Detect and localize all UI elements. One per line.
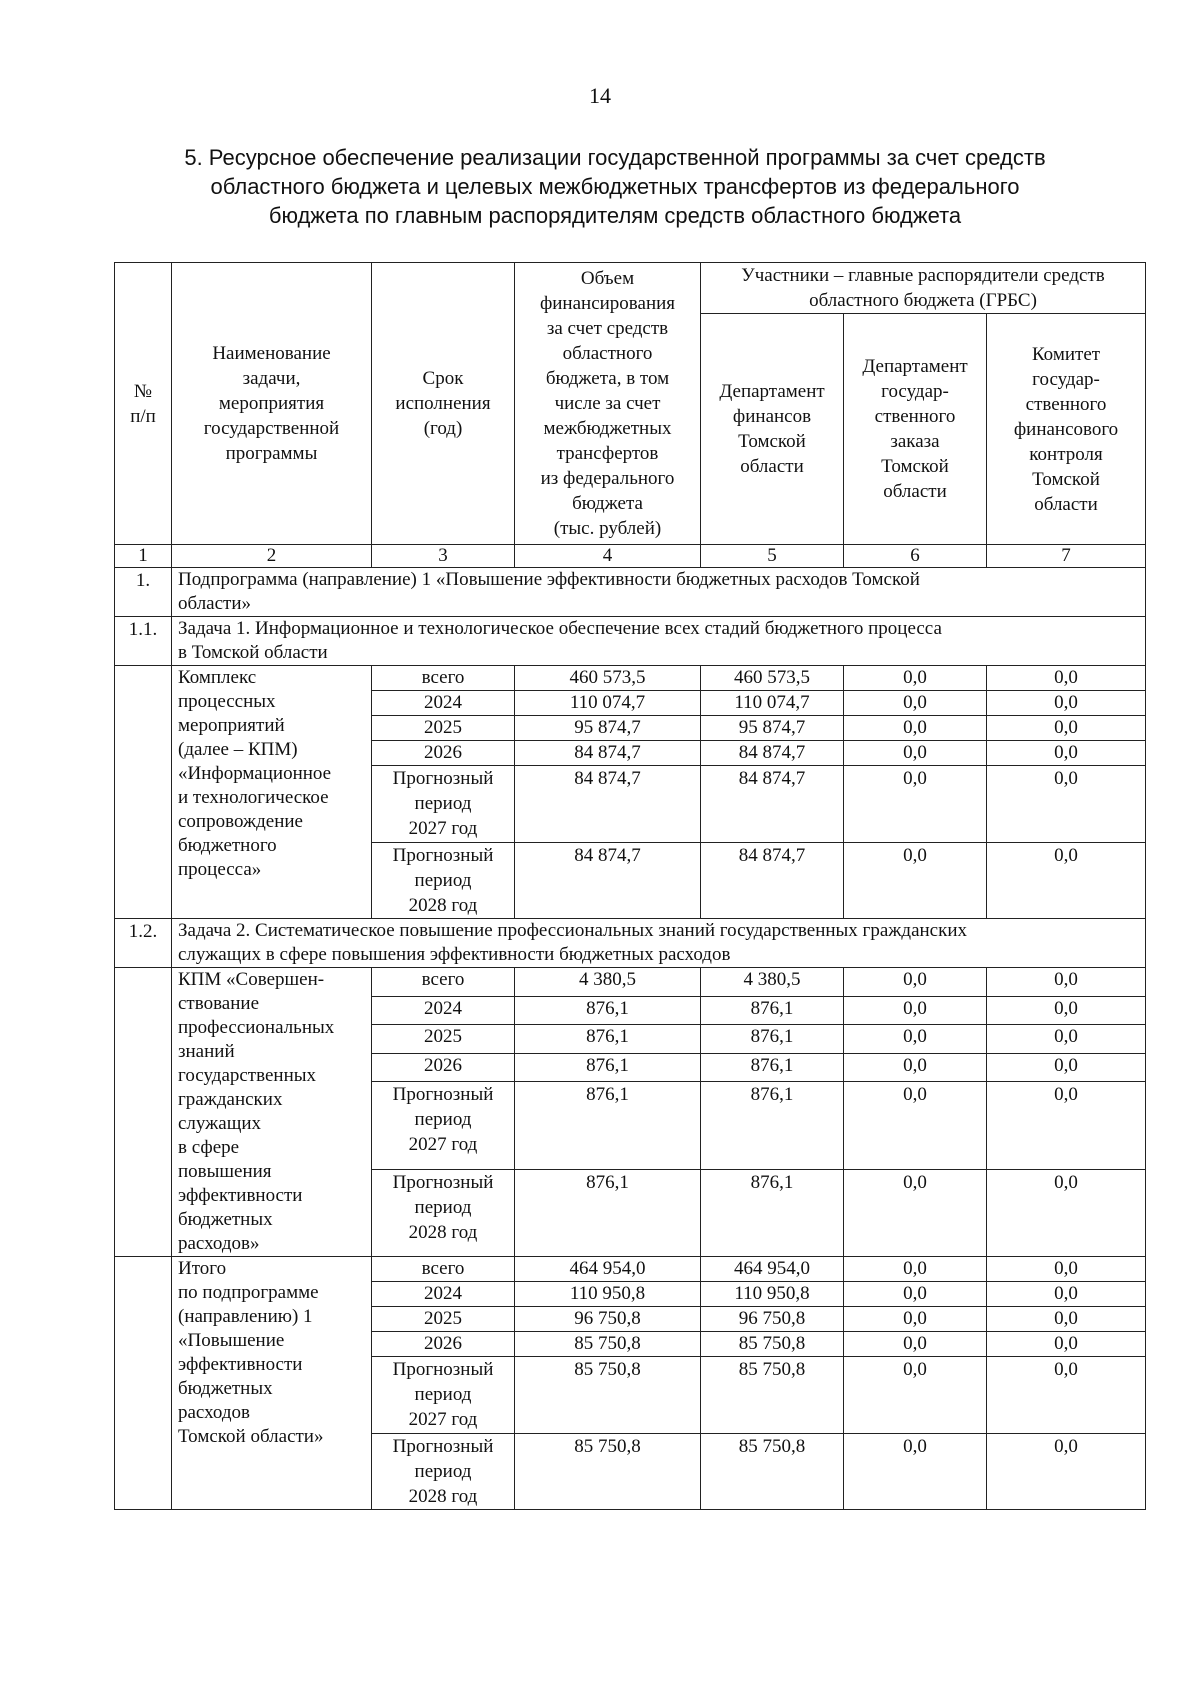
text-line: областного xyxy=(562,343,653,364)
dept-finance-value: 84 874,7 xyxy=(701,741,844,766)
text-line: Прогнозный xyxy=(392,1436,494,1457)
header-dept-finance xyxy=(701,314,844,545)
text-line: финансирования xyxy=(539,293,676,314)
header-term xyxy=(372,263,515,545)
header-num xyxy=(115,263,172,545)
period-cell xyxy=(372,1282,515,1307)
dept-finance-value: 95 874,7 xyxy=(701,716,844,741)
text-line: задачи, xyxy=(242,368,301,389)
text-line: ственного xyxy=(874,406,956,427)
text-line: Объем xyxy=(580,268,635,289)
text-line: Комитет xyxy=(1031,343,1101,365)
period-cell xyxy=(372,1170,515,1257)
volume-total: 85 750,8 xyxy=(515,1434,701,1510)
committee-value: 0,0 xyxy=(987,843,1146,919)
text-line: в сфере xyxy=(178,1137,240,1158)
text-line: процессных xyxy=(178,691,276,712)
volume-total: 84 874,7 xyxy=(515,843,701,919)
dept-finance-value: 85 750,8 xyxy=(701,1332,844,1357)
text-line: 2027 год xyxy=(408,818,478,839)
dept-order-value: 0,0 xyxy=(844,1357,987,1434)
volume-total: 460 573,5 xyxy=(515,666,701,691)
period-cell xyxy=(372,1357,515,1434)
text-line: знаний xyxy=(178,1041,235,1062)
period-cell xyxy=(372,1257,515,1282)
text-line: Срок xyxy=(422,368,464,389)
committee-value: 0,0 xyxy=(987,1082,1146,1170)
dept-finance-value: 876,1 xyxy=(701,1082,844,1170)
header-committee xyxy=(987,314,1146,545)
text-line: Томской xyxy=(881,456,949,477)
text-line: государ- xyxy=(881,381,949,402)
text-line: Подпрограмма (направление) 1 «Повышение эффективности бюджетных расходов Томской xyxy=(178,569,920,590)
committee-value: 0,0 xyxy=(987,1357,1146,1434)
volume-total: 876,1 xyxy=(515,1082,701,1170)
period-cell xyxy=(372,766,515,843)
volume-total: 85 750,8 xyxy=(515,1332,701,1357)
text-line: 2028 год xyxy=(408,1486,478,1507)
text-line: эффективности xyxy=(178,1185,303,1206)
volume-total: 876,1 xyxy=(515,1025,701,1054)
text-line: Итого xyxy=(178,1258,227,1279)
dept-finance-value: 84 874,7 xyxy=(701,766,844,843)
text-line: из федерального xyxy=(540,468,675,489)
committee-value: 0,0 xyxy=(987,1257,1146,1282)
task-num: 1.1. xyxy=(115,617,172,666)
dept-order-value: 0,0 xyxy=(844,843,987,919)
dept-finance-value: 85 750,8 xyxy=(701,1357,844,1434)
text-line: 2027 год xyxy=(408,1409,478,1430)
text-line: период xyxy=(414,870,472,891)
dept-order-value: 0,0 xyxy=(844,691,987,716)
text-line: мероприятия xyxy=(218,393,325,414)
title-line: областного бюджета и целевых межбюджетных трансфертов из федерального xyxy=(210,174,1020,199)
table-row xyxy=(115,666,1146,691)
text-line: заказа xyxy=(890,431,940,452)
dept-order-value: 0,0 xyxy=(844,1082,987,1170)
text-line: Прогнозный xyxy=(392,1172,494,1194)
header-participants xyxy=(701,263,1146,314)
volume-total: 876,1 xyxy=(515,1170,701,1257)
period-cell xyxy=(372,716,515,741)
text-line: 2028 год xyxy=(408,895,478,916)
text-line: период xyxy=(414,793,472,814)
text-line: профессиональных xyxy=(178,1017,335,1038)
text-line: сопровождение xyxy=(178,811,303,832)
col-number: 7 xyxy=(987,545,1146,568)
text-line: период xyxy=(414,1197,472,1219)
text-line: 2024 xyxy=(424,1283,462,1304)
dept-order-value: 0,0 xyxy=(844,1332,987,1357)
committee-value: 0,0 xyxy=(987,1053,1146,1082)
dept-finance-value: 85 750,8 xyxy=(701,1434,844,1510)
text-line: всего xyxy=(421,667,465,688)
text-line: мероприятий xyxy=(178,715,285,736)
text-line: 2025 xyxy=(424,1308,462,1329)
col-number: 5 xyxy=(701,545,844,568)
volume-total: 84 874,7 xyxy=(515,766,701,843)
dept-finance-value: 460 573,5 xyxy=(701,666,844,691)
dept-order-value: 0,0 xyxy=(844,1025,987,1054)
text-line: 2025 xyxy=(424,1026,462,1048)
dept-finance-value: 110 950,8 xyxy=(701,1282,844,1307)
committee-value: 0,0 xyxy=(987,741,1146,766)
financing-table xyxy=(114,262,1146,1510)
dept-order-value: 0,0 xyxy=(844,1282,987,1307)
dept-order-value: 0,0 xyxy=(844,1257,987,1282)
text-line: бюджетного xyxy=(178,835,277,856)
period-cell xyxy=(372,691,515,716)
period-cell xyxy=(372,1332,515,1357)
title-line: 5. Ресурсное обеспечение реализации государственной программы за счет средств xyxy=(184,145,1046,170)
dept-finance-value: 96 750,8 xyxy=(701,1307,844,1332)
text-line: период xyxy=(414,1109,472,1131)
volume-total: 96 750,8 xyxy=(515,1307,701,1332)
col-number: 1 xyxy=(115,545,172,568)
dept-finance-value: 876,1 xyxy=(701,996,844,1025)
text-line: контроля xyxy=(1029,443,1103,465)
section-num: 1. xyxy=(115,568,172,617)
committee-value: 0,0 xyxy=(987,1282,1146,1307)
text-line: 2026 xyxy=(424,742,462,763)
text-line: области xyxy=(1034,493,1098,515)
volume-total: 876,1 xyxy=(515,1053,701,1082)
text-line: (направлению) 1 xyxy=(178,1306,313,1327)
dept-finance-value: 84 874,7 xyxy=(701,843,844,919)
text-line: всего xyxy=(421,969,465,990)
text-line: период xyxy=(414,1384,472,1405)
text-line: бюджетных xyxy=(178,1378,273,1399)
committee-value: 0,0 xyxy=(987,1307,1146,1332)
text-line: Департамент xyxy=(862,356,968,377)
dept-order-value: 0,0 xyxy=(844,1053,987,1082)
dept-finance-value: 464 954,0 xyxy=(701,1257,844,1282)
text-line: области xyxy=(740,456,804,477)
page-title xyxy=(150,143,1080,230)
text-line: ствование xyxy=(178,993,260,1014)
period-cell xyxy=(372,1307,515,1332)
text-line: Наименование xyxy=(212,343,331,364)
text-line: всего xyxy=(421,1258,465,1279)
text-line: (год) xyxy=(423,418,463,439)
dept-order-value: 0,0 xyxy=(844,766,987,843)
committee-value: 0,0 xyxy=(987,1332,1146,1357)
text-line: 2025 xyxy=(424,717,462,738)
task-title xyxy=(172,617,1146,666)
text-line: государ- xyxy=(1032,368,1100,390)
period-cell xyxy=(372,996,515,1025)
text-line: государственной xyxy=(203,418,340,439)
dept-order-value: 0,0 xyxy=(844,716,987,741)
volume-total: 110 950,8 xyxy=(515,1282,701,1307)
header-volume xyxy=(515,263,701,545)
activity-name xyxy=(172,666,372,919)
text-line: Участники – главные распорядители средств xyxy=(741,265,1105,286)
volume-total: 84 874,7 xyxy=(515,741,701,766)
dept-order-value: 0,0 xyxy=(844,996,987,1025)
text-line: числе за счет xyxy=(554,393,661,414)
text-line: служащих в сфере повышения эффективности бюджетных расходов xyxy=(178,944,731,965)
text-line: Департамент xyxy=(719,381,825,402)
period-cell xyxy=(372,1434,515,1510)
text-line: (тыс. рублей) xyxy=(553,518,662,539)
committee-value: 0,0 xyxy=(987,1434,1146,1510)
text-line: «Информационное xyxy=(178,763,332,784)
text-line: финансового xyxy=(1013,418,1119,440)
text-line: период xyxy=(414,1461,472,1482)
dept-order-value: 0,0 xyxy=(844,968,987,997)
text-line: Комплекс xyxy=(178,667,257,688)
table-row xyxy=(115,1257,1146,1282)
text-line: № xyxy=(133,380,153,402)
text-line: КПМ «Совершен- xyxy=(178,969,325,990)
text-line: 2024 xyxy=(424,692,462,713)
page-number: 14 xyxy=(589,83,611,108)
text-line: областного бюджета (ГРБС) xyxy=(809,290,1037,311)
text-line: Прогнозный xyxy=(392,1084,494,1106)
text-line: Задача 2. Систематическое повышение профессиональных знаний государственных гражданских xyxy=(178,920,968,941)
committee-value: 0,0 xyxy=(987,766,1146,843)
volume-total: 464 954,0 xyxy=(515,1257,701,1282)
text-line: области xyxy=(883,481,947,502)
empty-cell xyxy=(115,666,172,919)
empty-cell xyxy=(115,1257,172,1510)
text-line: Томской области» xyxy=(178,1426,324,1447)
dept-finance-value: 4 380,5 xyxy=(701,968,844,997)
text-line: 2026 xyxy=(424,1054,462,1076)
text-line: бюджетных xyxy=(178,1209,273,1230)
task-title xyxy=(172,919,1146,968)
empty-cell xyxy=(115,968,172,1257)
text-line: Томской xyxy=(1032,468,1100,490)
text-line: исполнения xyxy=(395,393,491,414)
text-line: (далее – КПМ) xyxy=(178,739,298,760)
text-line: 2024 xyxy=(424,997,462,1019)
period-cell xyxy=(372,741,515,766)
text-line: за счет средств xyxy=(546,318,669,339)
committee-value: 0,0 xyxy=(987,996,1146,1025)
text-line: «Повышение xyxy=(178,1330,285,1351)
volume-total: 876,1 xyxy=(515,996,701,1025)
text-line: по подпрограмме xyxy=(178,1282,319,1303)
col-number: 3 xyxy=(372,545,515,568)
text-line: расходов» xyxy=(178,1233,260,1254)
dept-finance-value: 110 074,7 xyxy=(701,691,844,716)
col-number: 2 xyxy=(172,545,372,568)
title-line: бюджета по главным распорядителям средств областного бюджета xyxy=(268,203,962,228)
section-title xyxy=(172,568,1146,617)
dept-order-value: 0,0 xyxy=(844,1170,987,1257)
committee-value: 0,0 xyxy=(987,666,1146,691)
text-line: эффективности xyxy=(178,1354,303,1375)
text-line: межбюджетных xyxy=(543,418,672,439)
text-line: и технологическое xyxy=(178,787,329,808)
volume-total: 85 750,8 xyxy=(515,1357,701,1434)
dept-finance-value: 876,1 xyxy=(701,1170,844,1257)
period-cell xyxy=(372,968,515,997)
dept-order-value: 0,0 xyxy=(844,666,987,691)
text-line: трансфертов xyxy=(556,443,659,464)
committee-value: 0,0 xyxy=(987,716,1146,741)
text-line: служащих xyxy=(178,1113,262,1134)
text-line: процесса» xyxy=(178,859,262,880)
text-line: государственных xyxy=(178,1065,317,1086)
header-dept-order xyxy=(844,314,987,545)
text-line: 2027 год xyxy=(408,1134,478,1156)
task-num: 1.2. xyxy=(115,919,172,968)
header-name xyxy=(172,263,372,545)
dept-order-value: 0,0 xyxy=(844,741,987,766)
volume-total: 95 874,7 xyxy=(515,716,701,741)
dept-finance-value: 876,1 xyxy=(701,1025,844,1054)
committee-value: 0,0 xyxy=(987,1170,1146,1257)
text-line: Задача 1. Информационное и технологическое обеспечение всех стадий бюджетного процесса xyxy=(178,618,942,639)
col-number: 6 xyxy=(844,545,987,568)
text-line: Прогнозный xyxy=(392,768,494,789)
text-line: Прогнозный xyxy=(392,845,494,866)
text-line: бюджета xyxy=(572,493,643,514)
dept-order-value: 0,0 xyxy=(844,1434,987,1510)
dept-finance-value: 876,1 xyxy=(701,1053,844,1082)
volume-total: 4 380,5 xyxy=(515,968,701,997)
period-cell xyxy=(372,1053,515,1082)
committee-value: 0,0 xyxy=(987,1025,1146,1054)
activity-name xyxy=(172,968,372,1257)
period-cell xyxy=(372,666,515,691)
table-row xyxy=(115,968,1146,997)
text-line: 2028 год xyxy=(408,1222,478,1244)
text-line: в Томской области xyxy=(178,642,328,663)
period-cell xyxy=(372,843,515,919)
text-line: бюджета, в том xyxy=(545,368,670,389)
total-name xyxy=(172,1257,372,1510)
text-line: ственного xyxy=(1025,393,1107,415)
text-line: повышения xyxy=(178,1161,272,1182)
text-line: расходов xyxy=(178,1402,250,1423)
text-line: Прогнозный xyxy=(392,1359,494,1380)
text-line: гражданских xyxy=(178,1089,283,1110)
volume-total: 110 074,7 xyxy=(515,691,701,716)
text-line: области» xyxy=(178,593,252,614)
period-cell xyxy=(372,1082,515,1170)
text-line: п/п xyxy=(130,405,156,427)
col-number: 4 xyxy=(515,545,701,568)
text-line: программы xyxy=(225,443,318,464)
committee-value: 0,0 xyxy=(987,968,1146,997)
dept-order-value: 0,0 xyxy=(844,1307,987,1332)
text-line: Томской xyxy=(738,431,806,452)
text-line: финансов xyxy=(732,406,812,427)
text-line: 2026 xyxy=(424,1333,462,1354)
committee-value: 0,0 xyxy=(987,691,1146,716)
period-cell xyxy=(372,1025,515,1054)
